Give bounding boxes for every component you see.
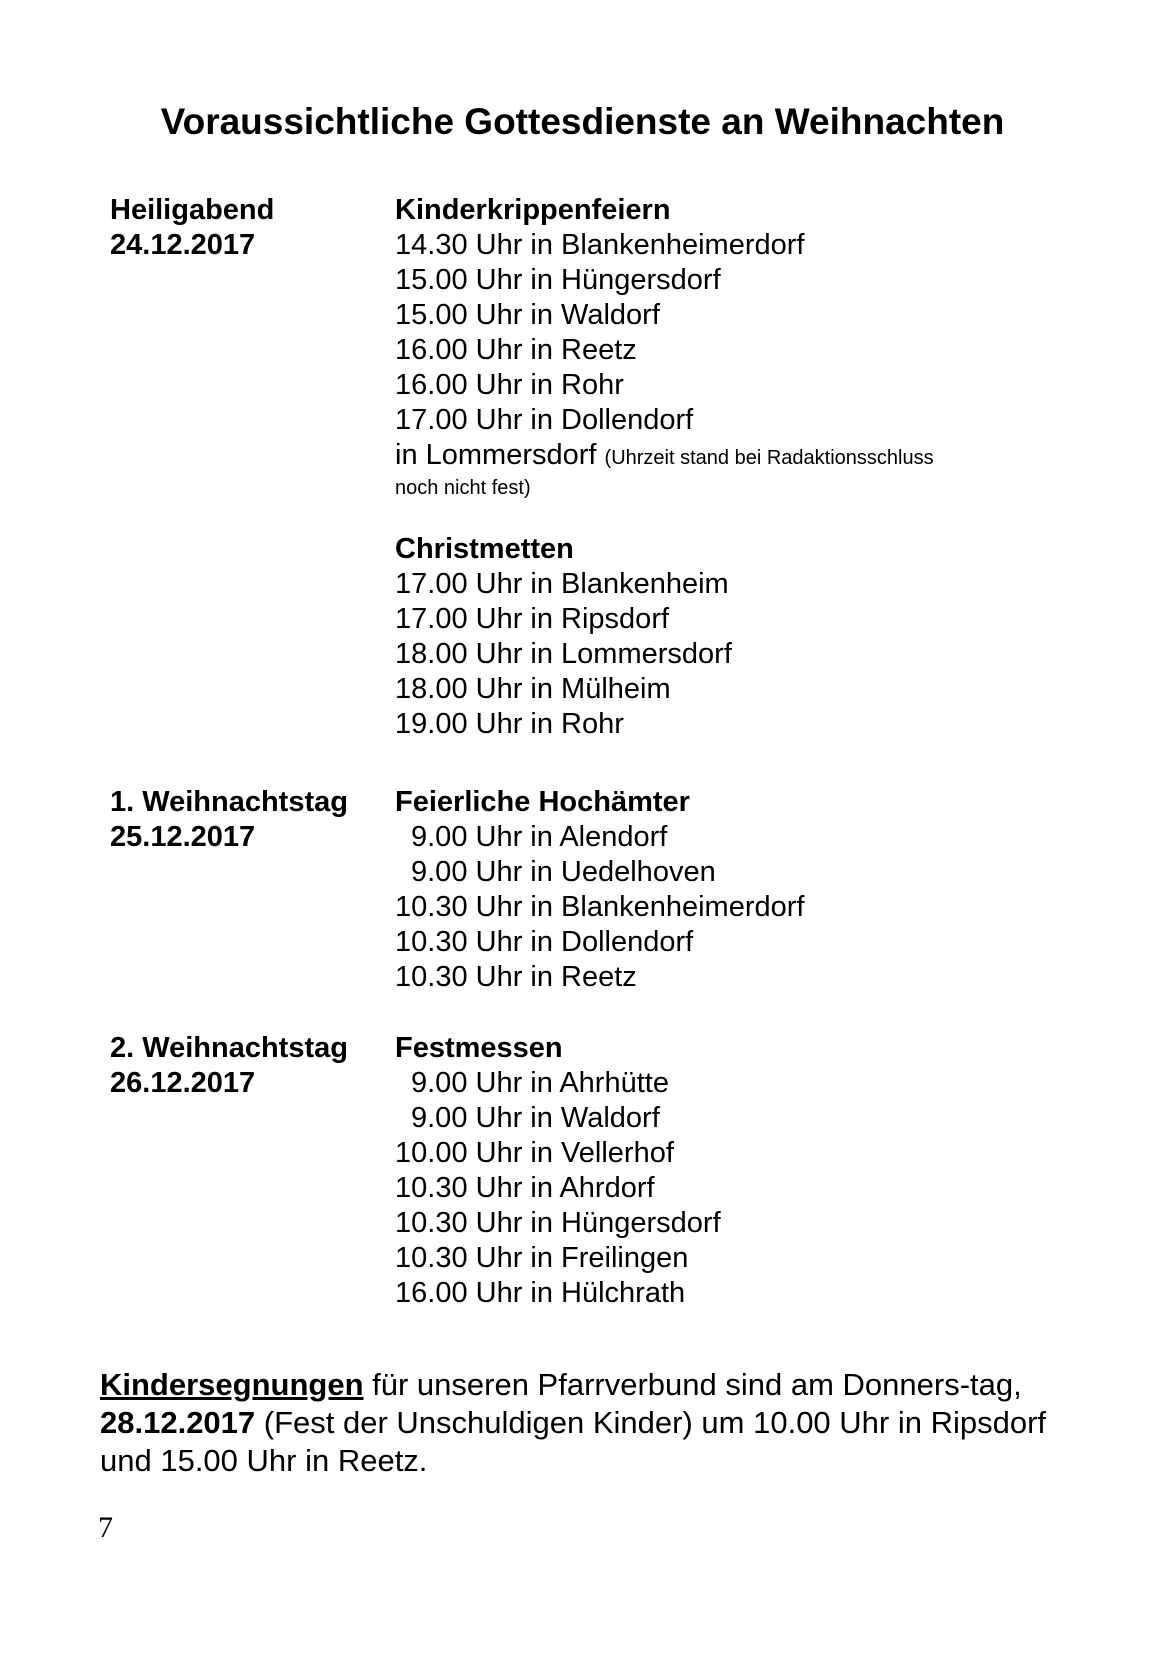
service-entry: 9.00 Uhr in Uedelhoven <box>411 856 716 888</box>
service-entry: 10.00 Uhr in Vellerhof <box>395 1137 674 1169</box>
service-list <box>395 785 804 995</box>
day-date: 26.12.2017 <box>110 1067 256 1099</box>
day-date: 24.12.2017 <box>110 229 256 261</box>
group-heading: Festmessen <box>395 1032 563 1064</box>
service-entry: 15.00 Uhr in Hüngersdorf <box>395 264 721 296</box>
day-name: 1. Weihnachtstag <box>110 786 348 818</box>
footer-text-continued: (Fest der Unschuldigen Kinder) um 10.00 Uhr in Ripsdorf und 15.00 Uhr in Reetz. <box>100 1405 1047 1478</box>
service-entry: 9.00 Uhr in Alendorf <box>411 821 668 853</box>
service-entry: 15.00 Uhr in Waldorf <box>395 299 660 331</box>
group-heading: Kinderkrippenfeiern <box>395 194 671 226</box>
kindersegnungen-paragraph <box>100 1366 1060 1480</box>
service-entry: 10.30 Uhr in Freilingen <box>395 1242 689 1274</box>
service-note <box>395 438 934 473</box>
kindersegnungen-heading: Kindersegnungen <box>100 1367 364 1402</box>
service-entry: 9.00 Uhr in Ahrhütte <box>411 1067 669 1099</box>
service-list <box>395 1031 721 1311</box>
page-title: Voraussichtliche Gottesdienste an Weihnachten <box>160 101 1005 142</box>
footer-text: für unseren Pfarrverbund sind am Donners-tag, <box>363 1367 1022 1402</box>
service-entry: 17.00 Uhr in Blankenheim <box>395 568 729 600</box>
day-name: Heiligabend <box>110 194 275 226</box>
note-text-continued: noch nicht fest) <box>395 477 531 499</box>
service-entry: 10.30 Uhr in Blankenheimerdorf <box>395 891 805 923</box>
day-date: 25.12.2017 <box>110 821 256 853</box>
group-heading: Christmetten <box>395 533 574 565</box>
service-entry: 19.00 Uhr in Rohr <box>395 708 624 740</box>
day-label <box>110 785 348 855</box>
group-heading: Feierliche Hochämter <box>395 786 690 818</box>
service-entry: 10.30 Uhr in Reetz <box>395 961 637 993</box>
day-label <box>110 1031 348 1101</box>
service-entry: 10.30 Uhr in Dollendorf <box>395 926 694 958</box>
group-spacer <box>395 503 934 532</box>
service-entry: 16.00 Uhr in Rohr <box>395 369 624 401</box>
day-label <box>110 193 274 263</box>
service-list <box>395 193 934 742</box>
service-entry: 10.30 Uhr in Ahrdorf <box>395 1172 655 1204</box>
day-name: 2. Weihnachtstag <box>110 1032 348 1064</box>
note-text: (Uhrzeit stand bei Radaktionsschluss <box>604 447 934 469</box>
service-entry: 16.00 Uhr in Hülchrath <box>395 1277 686 1309</box>
service-entry: 9.00 Uhr in Waldorf <box>411 1102 660 1134</box>
service-entry: 14.30 Uhr in Blankenheimerdorf <box>395 229 805 261</box>
service-entry: 10.30 Uhr in Hüngersdorf <box>395 1207 721 1239</box>
page-number: 7 <box>98 1511 113 1544</box>
footer-date: 28.12.2017 <box>100 1405 256 1440</box>
service-entry: 17.00 Uhr in Ripsdorf <box>395 603 670 635</box>
service-entry: 18.00 Uhr in Mülheim <box>395 673 671 705</box>
service-entry: 17.00 Uhr in Dollendorf <box>395 404 694 436</box>
service-entry: 16.00 Uhr in Reetz <box>395 334 637 366</box>
note-place: in Lommersdorf <box>395 439 597 471</box>
service-entry: 18.00 Uhr in Lommersdorf <box>395 638 732 670</box>
